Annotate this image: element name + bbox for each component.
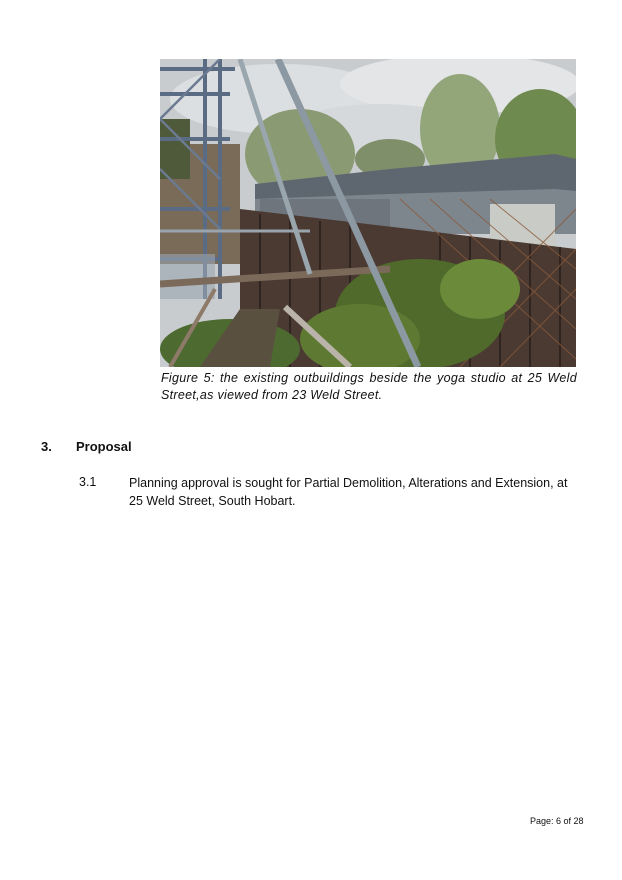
section-number: 3.: [41, 439, 52, 454]
outbuildings-photo: [160, 59, 576, 367]
page-number: Page: 6 of 28: [530, 816, 584, 826]
figure-caption: Figure 5: the existing outbuildings beside the yoga studio at 25 Weld Street,as viewed from 23 Weld Street.: [161, 371, 577, 402]
paragraph-number: 3.1: [79, 475, 97, 489]
figure-photo: [160, 59, 576, 367]
paragraph-text: Planning approval is sought for Partial Demolition, Alterations and Extension, at 25 Weld Street, South Hobart.: [129, 476, 568, 508]
section-title: Proposal: [76, 439, 132, 454]
